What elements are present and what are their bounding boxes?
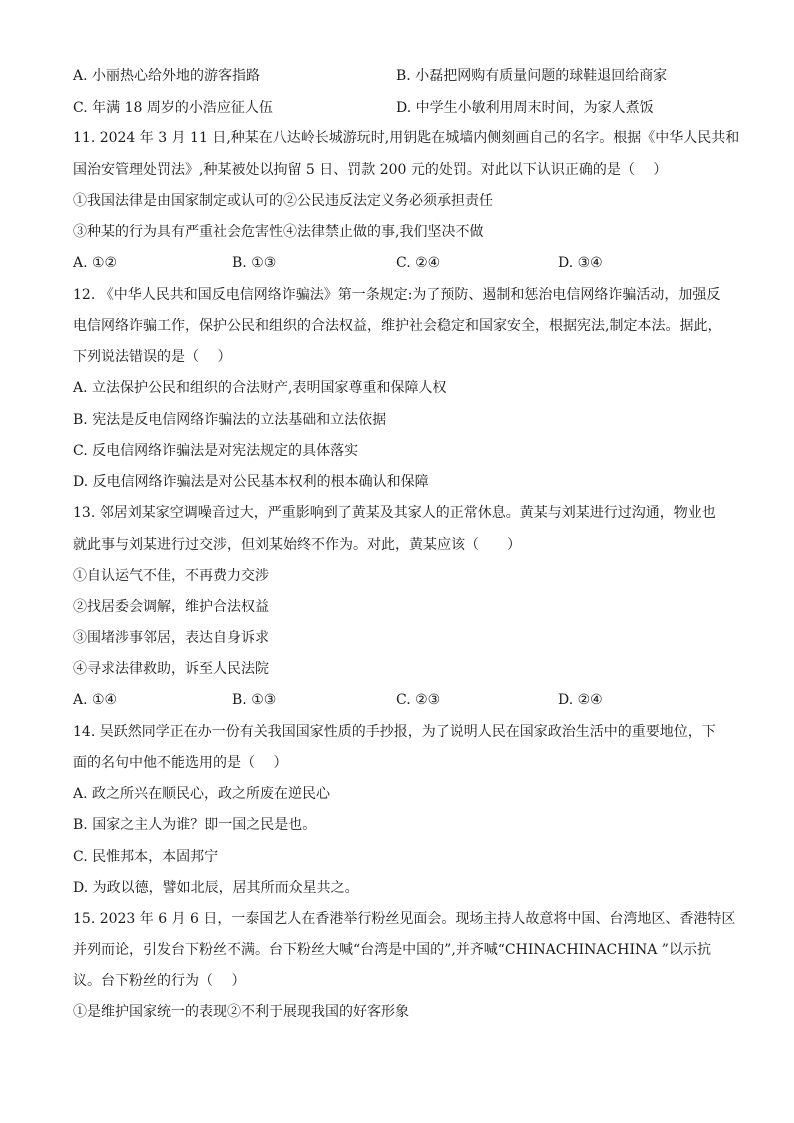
q13-statement-3: ③围堵涉事邻居，表达自身诉求 (73, 630, 269, 646)
q13-option-c: C. ②③ (396, 692, 441, 708)
q14-option-c: C. 民惟邦本，本固邦宁 (73, 849, 219, 865)
q14-option-d: D. 为政以德，譬如北辰，居其所而众星共之。 (73, 880, 359, 896)
q12-option-a: A. 立法保护公民和组织的合法财产,表明国家尊重和保障人权 (73, 380, 447, 396)
q12-option-c: C. 反电信网络诈骗法是对宪法规定的具体落实 (73, 443, 359, 459)
q11-stem-line-2: 国治安管理处罚法》,种某被处以拘留 5 日、罚款 200 元的处罚。对此以下认识正确的是（ ） (73, 162, 668, 178)
q15-statement-1: ①是维护国家统一的表现②不利于展现我国的好客形象 (73, 1004, 409, 1020)
q15-stem-line-1: 15. 2023 年 6 月 6 日，一泰国艺人在香港举行粉丝见面会。现场主持人故意将中国、台湾地区、香港特区 (73, 911, 736, 927)
q10-option-b: B. 小磊把网购有质量问题的球鞋退回给商家 (396, 68, 668, 84)
q15-stem-line-3: 议。台下粉丝的行为（ ） (73, 973, 246, 989)
q13-option-d: D. ②④ (558, 692, 603, 708)
q14-stem-line-2: 面的名句中他不能选用的是（ ） (73, 755, 288, 771)
q15-stem-line-2: 并列而论，引发台下粉丝不满。台下粉丝大喊“台湾是中国的”,并齐喊“CHINACHINACHINA ”以示抗 (73, 942, 711, 958)
q12-stem-line-3: 下列说法错误的是（ ） (73, 349, 232, 365)
q10-option-c: C. 年满 18 周岁的小浩应征人伍 (73, 100, 273, 116)
q10-option-a: A. 小丽热心给外地的游客指路 (73, 68, 261, 84)
q11-option-d: D. ③④ (558, 255, 603, 271)
q13-option-b: B. ①③ (232, 692, 277, 708)
q13-statement-2: ②找居委会调解，维护合法权益 (73, 599, 269, 615)
q11-option-a: A. ①② (73, 255, 118, 271)
q13-stem-line-2: 就此事与刘某进行过交涉，但刘某始终不作为。对此，黄某应该（ ） (73, 537, 521, 553)
q13-option-a: A. ①④ (73, 692, 118, 708)
q10-option-d: D. 中学生小敏利用周末时间，为家人煮饭 (396, 100, 654, 116)
q14-option-b: B. 国家之主人为谁？即一国之民是也。 (73, 817, 317, 833)
q12-stem-line-2: 电信网络诈骗工作，保护公民和组织的合法权益，维护社会稳定和国家安全，根据宪法,制定本法。据此， (73, 318, 722, 334)
q11-option-b: B. ①③ (232, 255, 277, 271)
q12-stem-line-1: 12. 《中华人民共和国反电信网络诈骗法》第一条规定:为了预防、遏制和惩治电信网络诈骗活动，加强反 (73, 287, 721, 303)
q13-stem-line-1: 13. 邻居刘某家空调噪音过大，严重影响到了黄某及其家人的正常休息。黄某与刘某进行过沟通，物业也 (73, 505, 716, 521)
q14-stem-line-1: 14. 吴跃然同学正在办一份有关我国国家性质的手抄报，为了说明人民在国家政治生活中的重要地位，下 (73, 724, 716, 740)
q11-statement-1: ①我国法律是由国家制定或认可的②公民违反法定义务必须承担责任 (73, 193, 493, 209)
q14-option-a: A. 政之所兴在顺民心，政之所废在逆民心 (73, 786, 331, 802)
q13-statement-1: ①自认运气不佳，不再费力交涉 (73, 568, 269, 584)
q13-statement-4: ④寻求法律救助，诉至人民法院 (73, 661, 269, 677)
q11-stem-line-1: 11. 2024 年 3 月 11 日,种某在八达岭长城游玩时,用钥匙在城墙内侧刻画自己的名字。根据《中华人民共和 (73, 130, 740, 146)
q11-statement-2: ③种某的行为具有严重社会危害性④法律禁止做的事,我们坚决不做 (73, 224, 484, 240)
q11-option-c: C. ②④ (396, 255, 441, 271)
q12-option-d: D. 反电信网络诈骗法是对公民基本权利的根本确认和保障 (73, 474, 429, 490)
q12-option-b: B. 宪法是反电信网络诈骗法的立法基础和立法依据 (73, 412, 387, 428)
